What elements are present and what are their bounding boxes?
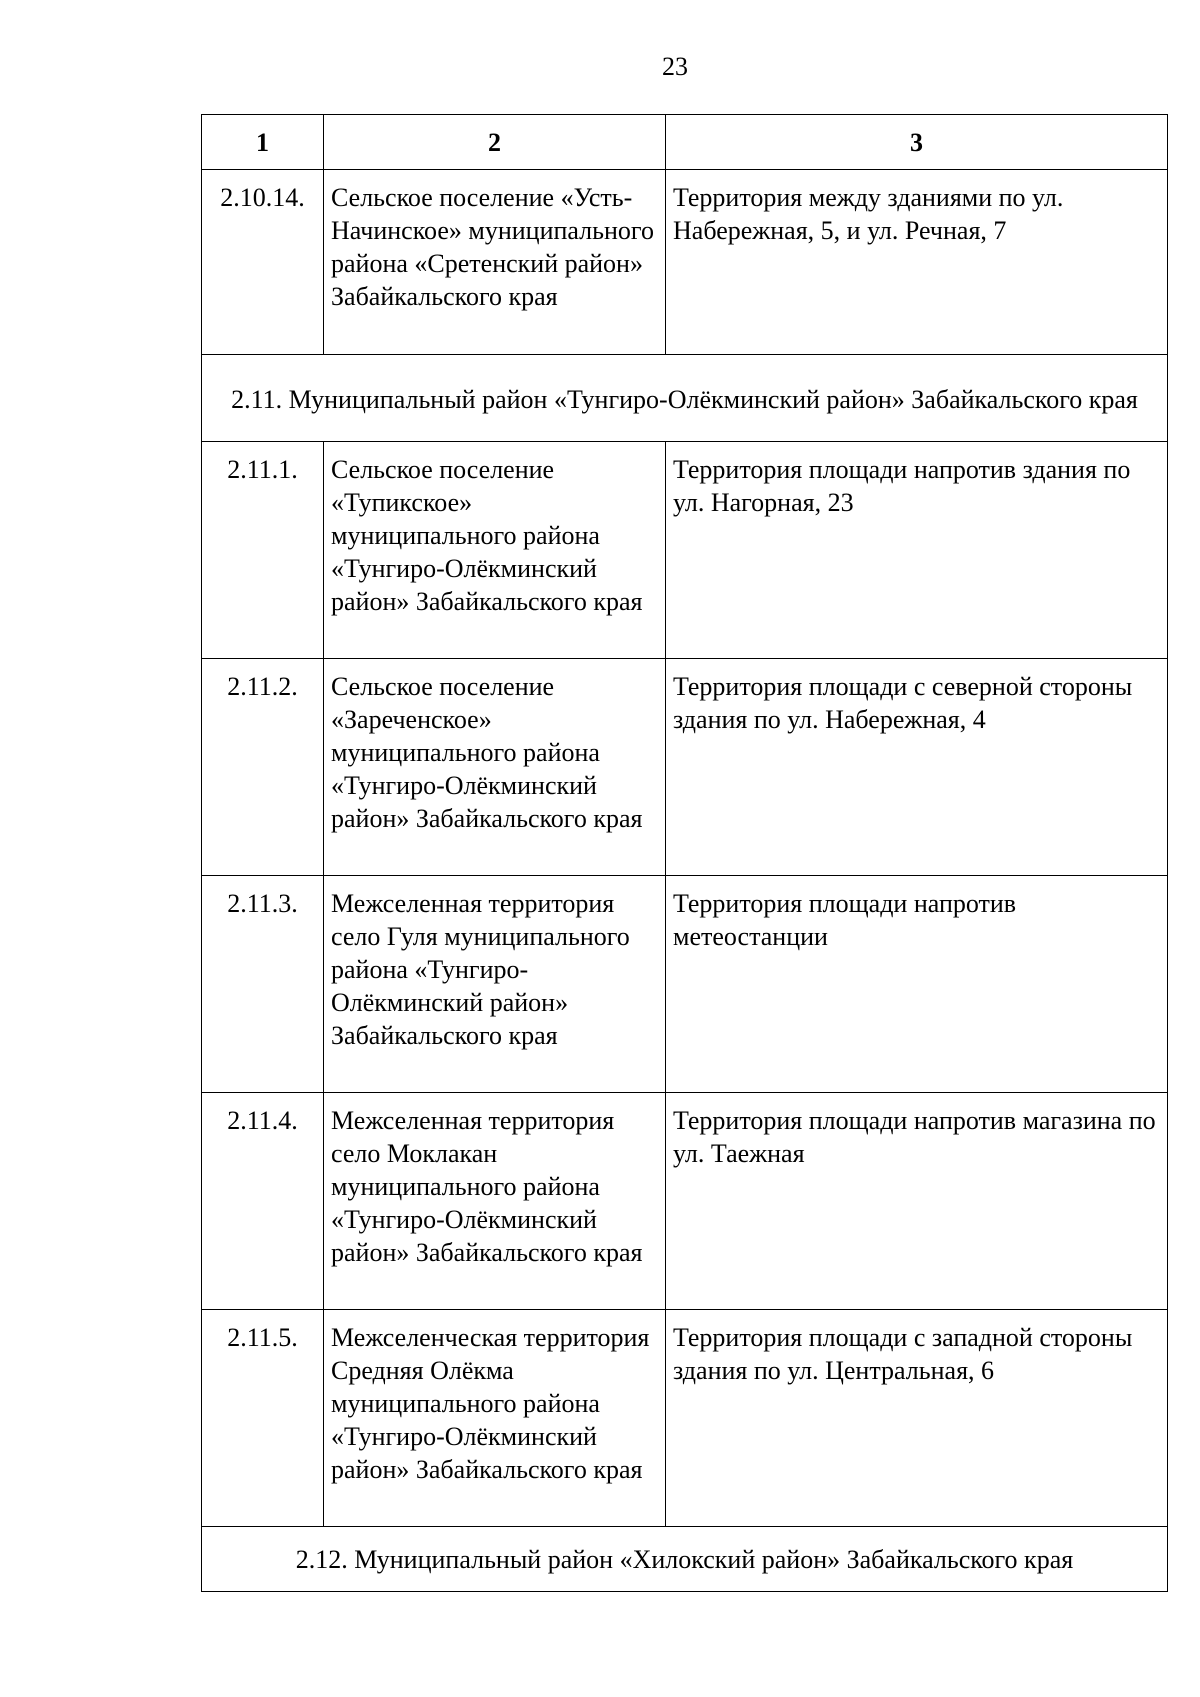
municipality-cell: Межселенческая территория Средняя Олёкма муниципального района «Тунгиро-Олёкминский район» Забайкальского края: [324, 1310, 666, 1527]
section-heading: 2.12. Муниципальный район «Хилокский район» Забайкальского края: [202, 1527, 1168, 1592]
municipality-cell: Сельское поселение «Тупикское» муниципального района «Тунгиро-Олёкминский район» Забайкальского края: [324, 442, 666, 659]
section-row: [202, 1527, 1168, 1592]
territory-cell: Территория площади напротив метеостанции: [666, 876, 1168, 1093]
page-number: 23: [662, 52, 688, 81]
section-heading: 2.11. Муниципальный район «Тунгиро-Олёкминский район» Забайкальского края: [202, 355, 1168, 442]
territories-table: [201, 114, 1168, 1592]
row-number: 2.11.4.: [202, 1093, 324, 1310]
table-row: [202, 170, 1168, 355]
row-number: 2.11.3.: [202, 876, 324, 1093]
row-number: 2.10.14.: [202, 170, 324, 355]
table-row: [202, 1093, 1168, 1310]
table-header-row: [202, 115, 1168, 170]
municipality-cell: Сельское поселение «Усть-Начинское» муниципального района «Сретенский район» Забайкальского края: [324, 170, 666, 355]
municipality-cell: Межселенная территория село Гуля муниципального района «Тунгиро-Олёкминский район» Забайкальского края: [324, 876, 666, 1093]
table-row: [202, 876, 1168, 1093]
municipality-cell: Сельское поселение «Зареченское» муниципального района «Тунгиро-Олёкминский район» Забайкальского края: [324, 659, 666, 876]
section-row: [202, 355, 1168, 442]
territory-cell: Территория площади напротив здания по ул. Нагорная, 23: [666, 442, 1168, 659]
territory-cell: Территория между зданиями по ул. Набережная, 5, и ул. Речная, 7: [666, 170, 1168, 355]
row-number: 2.11.2.: [202, 659, 324, 876]
row-number: 2.11.5.: [202, 1310, 324, 1527]
column-header-3: 3: [666, 115, 1168, 170]
territory-cell: Территория площади с северной стороны здания по ул. Набережная, 4: [666, 659, 1168, 876]
table-row: [202, 442, 1168, 659]
territory-cell: Территория площади с западной стороны здания по ул. Центральная, 6: [666, 1310, 1168, 1527]
municipality-cell: Межселенная территория село Моклакан муниципального района «Тунгиро-Олёкминский район» Забайкальского края: [324, 1093, 666, 1310]
table-row: [202, 1310, 1168, 1527]
column-header-1: 1: [202, 115, 324, 170]
column-header-2: 2: [324, 115, 666, 170]
table-row: [202, 659, 1168, 876]
row-number: 2.11.1.: [202, 442, 324, 659]
territory-cell: Территория площади напротив магазина по ул. Таежная: [666, 1093, 1168, 1310]
